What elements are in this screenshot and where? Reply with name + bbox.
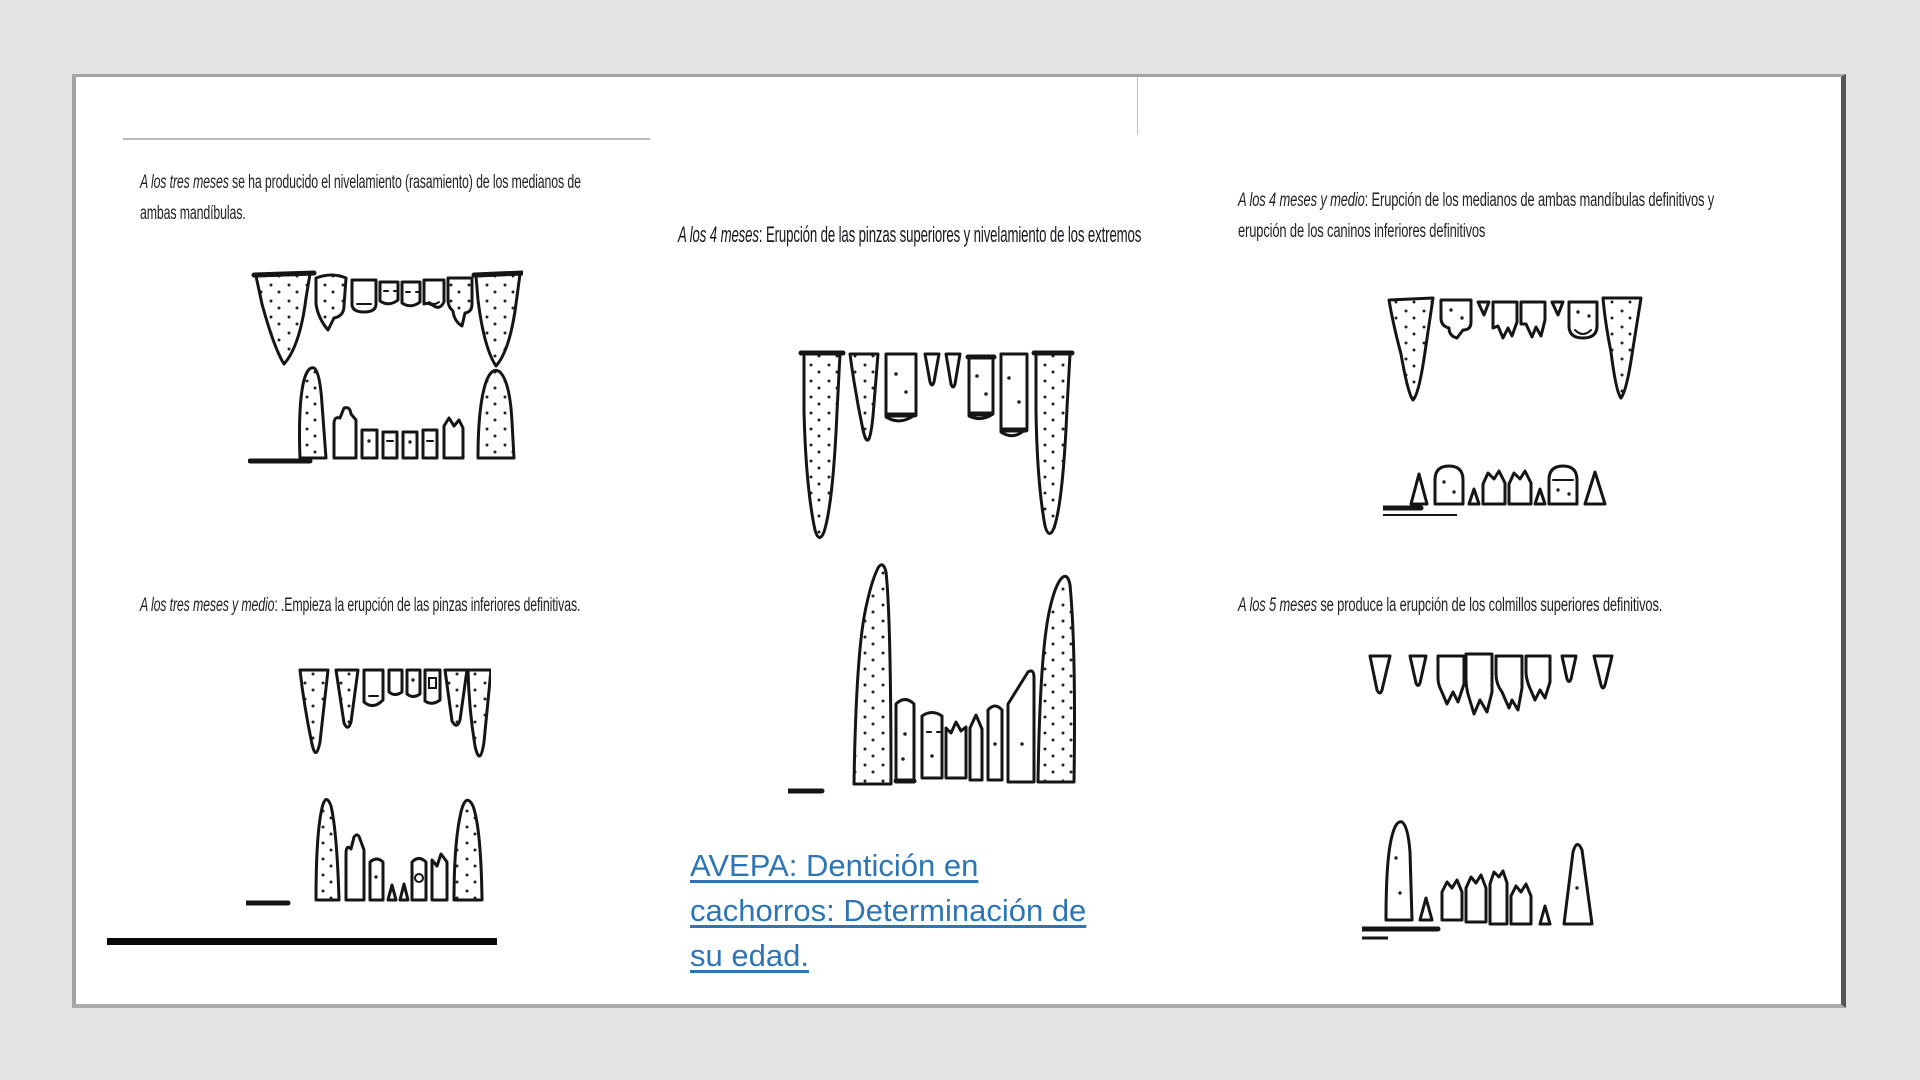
teeth-figure-3-months <box>248 264 523 469</box>
page-seam-divider <box>1137 77 1138 135</box>
avepa-link-line1: AVEPA: Dentición en <box>690 848 979 883</box>
teeth-figure-4-5-months <box>1383 290 1648 518</box>
paragraph-5-months-lead: A los 5 meses <box>1238 595 1317 616</box>
paragraph-3-months <box>140 167 595 229</box>
avepa-dentition-link[interactable] <box>690 843 1086 978</box>
paragraph-3-5-months-lead: A los tres meses y medio <box>140 595 275 616</box>
teeth-figure-4-months <box>788 344 1080 796</box>
paragraph-4-5-months <box>1238 185 1728 247</box>
paragraph-4-months-lead: A los 4 meses <box>678 222 759 247</box>
paragraph-3-months-body: se ha producido el nivelamiento (rasamiento) de los medianos de ambas mandíbulas. <box>140 172 581 224</box>
bottom-black-rule <box>107 938 497 945</box>
paragraph-5-months <box>1238 590 1662 621</box>
paragraph-4-5-months-lead: A los 4 meses y medio <box>1238 190 1365 211</box>
avepa-link-line2: cachorros: Determinación de <box>690 893 1087 928</box>
paragraph-3-5-months <box>140 590 580 621</box>
paragraph-4-months-title <box>678 222 1141 248</box>
paragraph-3-months-lead: A los tres meses <box>140 172 229 193</box>
paragraph-3-5-months-body: : .Empieza la erupción de las pinzas inferiores definitivas. <box>274 595 581 616</box>
avepa-link-line3: su edad. <box>690 938 809 973</box>
top-horizontal-rule <box>123 138 650 140</box>
teeth-figure-3-5-months <box>246 662 491 907</box>
paragraph-4-5-months-body: : Erupción de los medianos de ambas mandíbulas definitivos y erupción de los caninos inferiores definitivos <box>1238 190 1715 242</box>
paragraph-4-months-body: : Erupción de las pinzas superiores y nivelamiento de los extremos <box>758 222 1142 247</box>
paragraph-5-months-body: se produce la erupción de los colmillos superiores definitivos. <box>1316 595 1663 616</box>
teeth-figure-5-months <box>1362 648 1632 948</box>
